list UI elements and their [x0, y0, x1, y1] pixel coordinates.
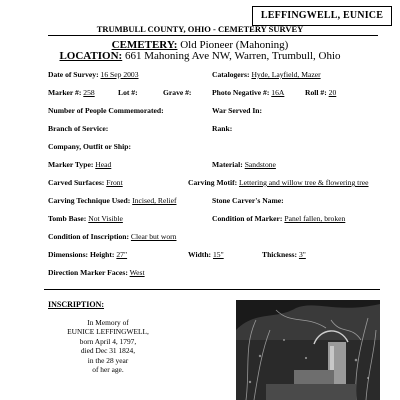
direction-value: West [129, 268, 145, 277]
dimensions-height-field [48, 250, 127, 259]
roll-number-field [305, 88, 336, 97]
material-value: Sandstone [244, 160, 276, 169]
location-line [0, 50, 400, 62]
people-commemorated-label: Number of People Commemorated: [48, 106, 164, 115]
date-of-survey-field [48, 70, 139, 79]
marker-number-label: Marker #: [48, 88, 82, 97]
cemetery-value: Old Pioneer (Mahoning) [180, 39, 289, 51]
marker-type-field [48, 160, 111, 169]
marker-number-value: 258 [83, 88, 95, 97]
rank-field [212, 124, 232, 133]
direction-marker-faces-field [48, 268, 145, 277]
condition-of-inscription-field [48, 232, 176, 241]
thickness-label: Thickness: [262, 250, 298, 259]
stone-carver-field [212, 196, 284, 205]
location-label: LOCATION: [59, 50, 123, 62]
roll-number-label: Roll #: [305, 88, 327, 97]
carved-surfaces-label: Carved Surfaces: [48, 178, 105, 187]
carving-technique-value: Incised, Relief [132, 196, 177, 205]
thickness-value: 3" [298, 250, 306, 259]
inscription-line: of her age. [92, 365, 124, 375]
inscription-line: born April 4, 1797, [79, 336, 137, 346]
tomb-base-value: Not Visible [88, 214, 123, 223]
photo-negative-value: 16A [271, 88, 285, 97]
material-label: Material: [212, 160, 243, 169]
inscription-line: died Dec 31 1824, [80, 346, 136, 356]
grave-number-label: Grave #: [163, 88, 192, 97]
roll-number-value: 20 [328, 88, 337, 97]
branch-of-service-label: Branch of Service: [48, 124, 109, 133]
condition-of-marker-value: Panel fallen, broken [284, 214, 346, 223]
marker-type-value: Head [95, 160, 112, 169]
direction-label: Direction Marker Faces: [48, 268, 128, 277]
carving-motif-value: Lettering and willow tree & flowering tree [239, 178, 369, 187]
date-of-survey-value: 16 Sep 2003 [100, 70, 139, 79]
stone-carver-label: Stone Carver's Name: [212, 196, 284, 205]
dimensions-label: Dimensions: [48, 250, 89, 259]
width-label: Width: [188, 250, 212, 259]
carving-motif-field [188, 178, 369, 187]
carved-surfaces-value: Front [106, 178, 123, 187]
lot-number-label: Lot #: [118, 88, 138, 97]
war-served-field [212, 106, 262, 115]
material-field [212, 160, 276, 169]
condition-of-marker-field [212, 214, 345, 223]
inscription-line: EUNICE LEFFINGWELL, [67, 327, 149, 337]
photo-negative-field [212, 88, 284, 97]
inscription-text [60, 318, 156, 374]
inscription-line: in the 28 year [87, 355, 129, 365]
carved-surfaces-field [48, 178, 123, 187]
lot-number-field [118, 88, 138, 97]
thickness-field [262, 250, 306, 259]
war-served-label: War Served In: [212, 106, 263, 115]
width-field [188, 250, 224, 259]
section-divider [44, 289, 380, 290]
marker-number-field [48, 88, 95, 97]
photo-negative-label: Photo Negative #: [212, 88, 270, 97]
condition-of-marker-label: Condition of Marker: [212, 214, 283, 223]
gravestone-photo [236, 300, 380, 400]
catalogers-field [212, 70, 321, 79]
rank-label: Rank: [212, 124, 233, 133]
width-value: 15" [212, 250, 224, 259]
inscription-line: In Memory of [87, 318, 129, 327]
condition-of-inscription-value: Clear but worn [130, 232, 177, 241]
cemetery-label: CEMETERY: [111, 39, 178, 51]
date-of-survey-label: Date of Survey: [48, 70, 99, 79]
carving-technique-field [48, 196, 176, 205]
tomb-base-label: Tomb Base: [48, 214, 87, 223]
carving-technique-label: Carving Technique Used: [48, 196, 131, 205]
inscription-heading: INSCRIPTION: [48, 300, 105, 309]
grave-number-field [163, 88, 191, 97]
header-divider [48, 35, 378, 36]
height-value: 27" [116, 250, 128, 259]
company-outfit-label: Company, Outfit or Ship: [48, 142, 131, 151]
condition-of-inscription-label: Condition of Inscription: [48, 232, 130, 241]
location-value: 661 Mahoning Ave NW, Warren, Trumbull, Ohio [124, 50, 341, 62]
surname-name-box: LEFFINGWELL, EUNICE [252, 6, 392, 26]
catalogers-label: Catalogers: [212, 70, 250, 79]
height-label: Height: [90, 250, 115, 259]
tomb-base-field [48, 214, 123, 223]
gravestone-photo-image [236, 300, 380, 400]
company-outfit-field [48, 142, 131, 151]
catalogers-value: Hyde, Layfield, Mazer [251, 70, 321, 79]
carving-motif-label: Carving Motif: [188, 178, 238, 187]
county-survey-title: TRUMBULL COUNTY, OHIO - CEMETERY SURVEY [96, 24, 304, 34]
people-commemorated-field [48, 106, 164, 115]
marker-type-label: Marker Type: [48, 160, 94, 169]
branch-of-service-field [48, 124, 108, 133]
